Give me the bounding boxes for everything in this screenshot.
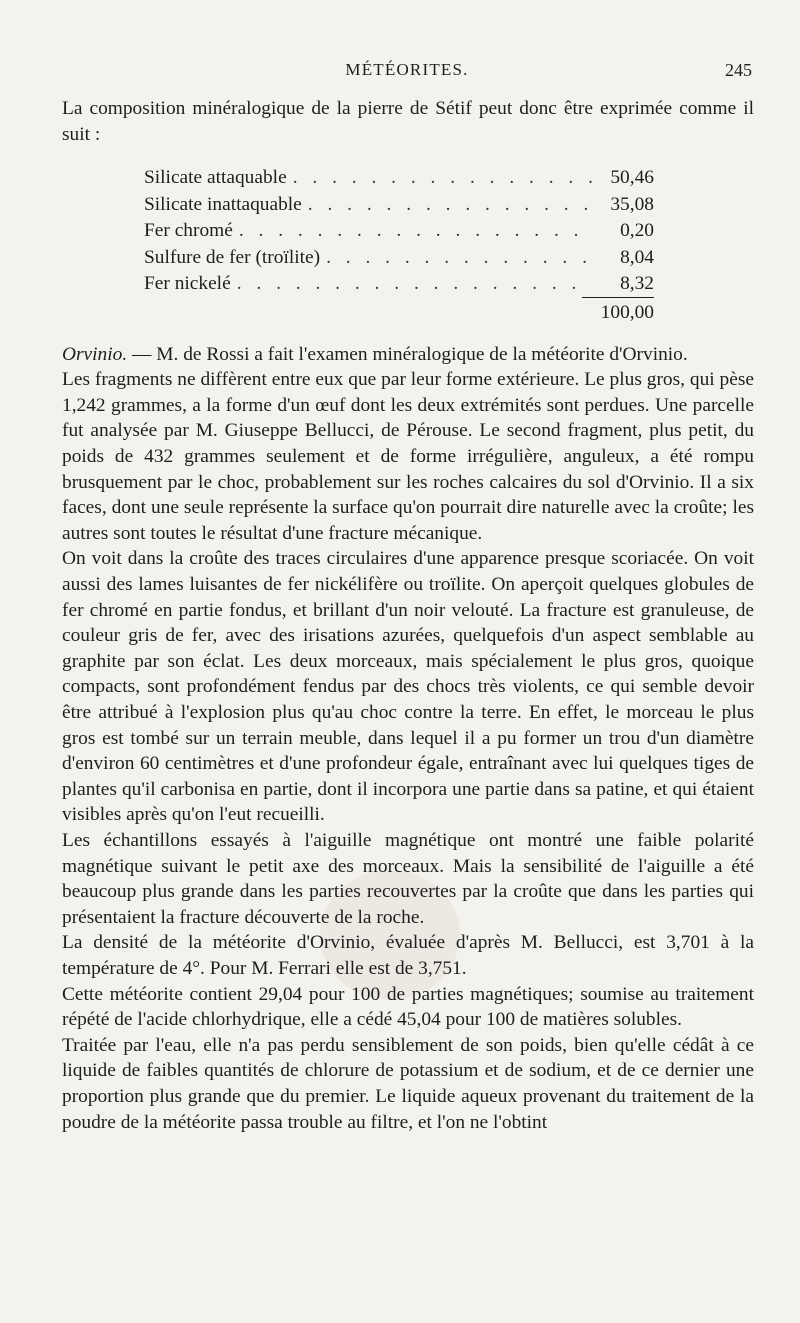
- paragraph-crust: On voit dans la croûte des traces circulaires d'une apparence presque scoriacée. On voit aussi des lames luisantes de fer nickélifère ou troïlite. On aperçoit quelques globules de fer chromé en partie fondus, et brillant d'un noir velouté. La fracture est granuleuse, de couleur gris de fer, avec des irisations azurées, quelquefois d'un aspect semblable au graphite par son éclat. Les deux morceaux, mais spécialement le plus gros, quoique compacts, sont profondément fendus par des chocs très violents, ce qui semble devoir être attribué à l'explosion plus qu'au choc contre la terre. En effet, le morceau le plus gros est tombé sur un terrain meuble, dans lequel il a pu former un trou d'un diamètre d'environ 60 centimètres et d'une profondeur égale, entraînant avec lui quelques tiges de plantes qu'il carbonisa en partie, dont il incorpora une partie dans sa patine, et qui étaient visibles après qu'on l'eut recueilli.: [62, 548, 754, 826]
- row-value: 50,46: [610, 167, 654, 189]
- composition-total-row: [144, 298, 654, 326]
- row-value: 8,04: [620, 246, 654, 268]
- orvinio-paragraph: [62, 342, 754, 368]
- composition-table: [144, 165, 654, 326]
- paragraph-density: La densité de la météorite d'Orvinio, évaluée d'après M. Bellucci, est 3,701 à la température de 4°. Pour M. Ferrari elle est de 3,751.: [62, 932, 754, 979]
- row-label: Fer nickelé: [144, 273, 231, 295]
- paragraph-composition: Cette météorite contient 29,04 pour 100 de parties magnétiques; soumise au traitement répété de l'acide chlorhydrique, elle a cédé 45,04 pour 100 de matières solubles.: [62, 983, 754, 1031]
- composition-row: [144, 165, 654, 192]
- row-value: 8,32: [620, 273, 654, 295]
- composition-total: 100,00: [582, 297, 654, 326]
- leader-dots: [302, 192, 592, 218]
- row-label: Fer chromé: [144, 220, 233, 242]
- leader-dots: [320, 245, 592, 271]
- running-title: MÉTÉORITES.: [345, 60, 469, 79]
- leader-dots: [287, 165, 592, 191]
- row-label: Sulfure de fer (troïlite): [144, 246, 321, 268]
- page-number: 245: [725, 60, 752, 80]
- row-label: Silicate attaquable: [144, 167, 287, 189]
- composition-row: [144, 245, 654, 272]
- orvinio-text: — M. de Rossi a fait l'examen minéralogique de la météorite d'Orvinio.: [127, 343, 688, 365]
- row-value: 0,20: [620, 220, 654, 242]
- row-value: 35,08: [610, 193, 654, 215]
- running-head: [62, 60, 752, 84]
- orvinio-heading: Orvinio.: [62, 343, 128, 365]
- paragraph-water: Traitée par l'eau, elle n'a pas perdu sensiblement de son poids, bien qu'elle cédât à ce liquide de faibles quantités de chlorure de potassium et de sodium, et de ce dernier une proportion plus grande que du premier. Le liquide aqueux provenant du traitement de la poudre de la météorite passa trouble au filtre, et l'on ne l'obtint: [62, 1034, 754, 1133]
- body-text: [62, 96, 754, 1135]
- paragraph-magnetic: Les échantillons essayés à l'aiguille magnétique ont montré une faible polarité magnétique suivant le petit axe des morceaux. Mais la sensibilité de l'aiguille a été beaucoup plus grande dans les parties recouvertes par la croûte que dans les parties qui présentaient la fracture découverte de la roche.: [62, 829, 754, 928]
- leader-dots: [231, 271, 592, 297]
- intro-paragraph: La composition minéralogique de la pierre de Sétif peut donc être exprimée comme il suit :: [62, 98, 754, 145]
- composition-row: [144, 218, 654, 245]
- leader-dots: [233, 218, 592, 244]
- row-label: Silicate inattaquable: [144, 193, 302, 215]
- composition-row: [144, 192, 654, 219]
- composition-row: [144, 271, 654, 298]
- paragraph-fragments: Les fragments ne diffèrent entre eux que par leur forme extérieure. Le plus gros, qui pèse 1,242 grammes, a la forme d'un œuf dont les deux extrémités sont perdues. Une parcelle fut analysée par M. Giuseppe Bellucci, de Pérouse. Le second fragment, plus petit, du poids de 432 grammes seulement et de forme irrégulière, anguleux, a été rompu brusquement par le choc, probablement sur les roches calcaires du sol d'Orvinio. Il a six faces, dont une seule représente la surface qu'on pourrait dire naturelle avec la croûte; les autres sont toutes le résultat d'une fracture mécanique.: [62, 369, 754, 544]
